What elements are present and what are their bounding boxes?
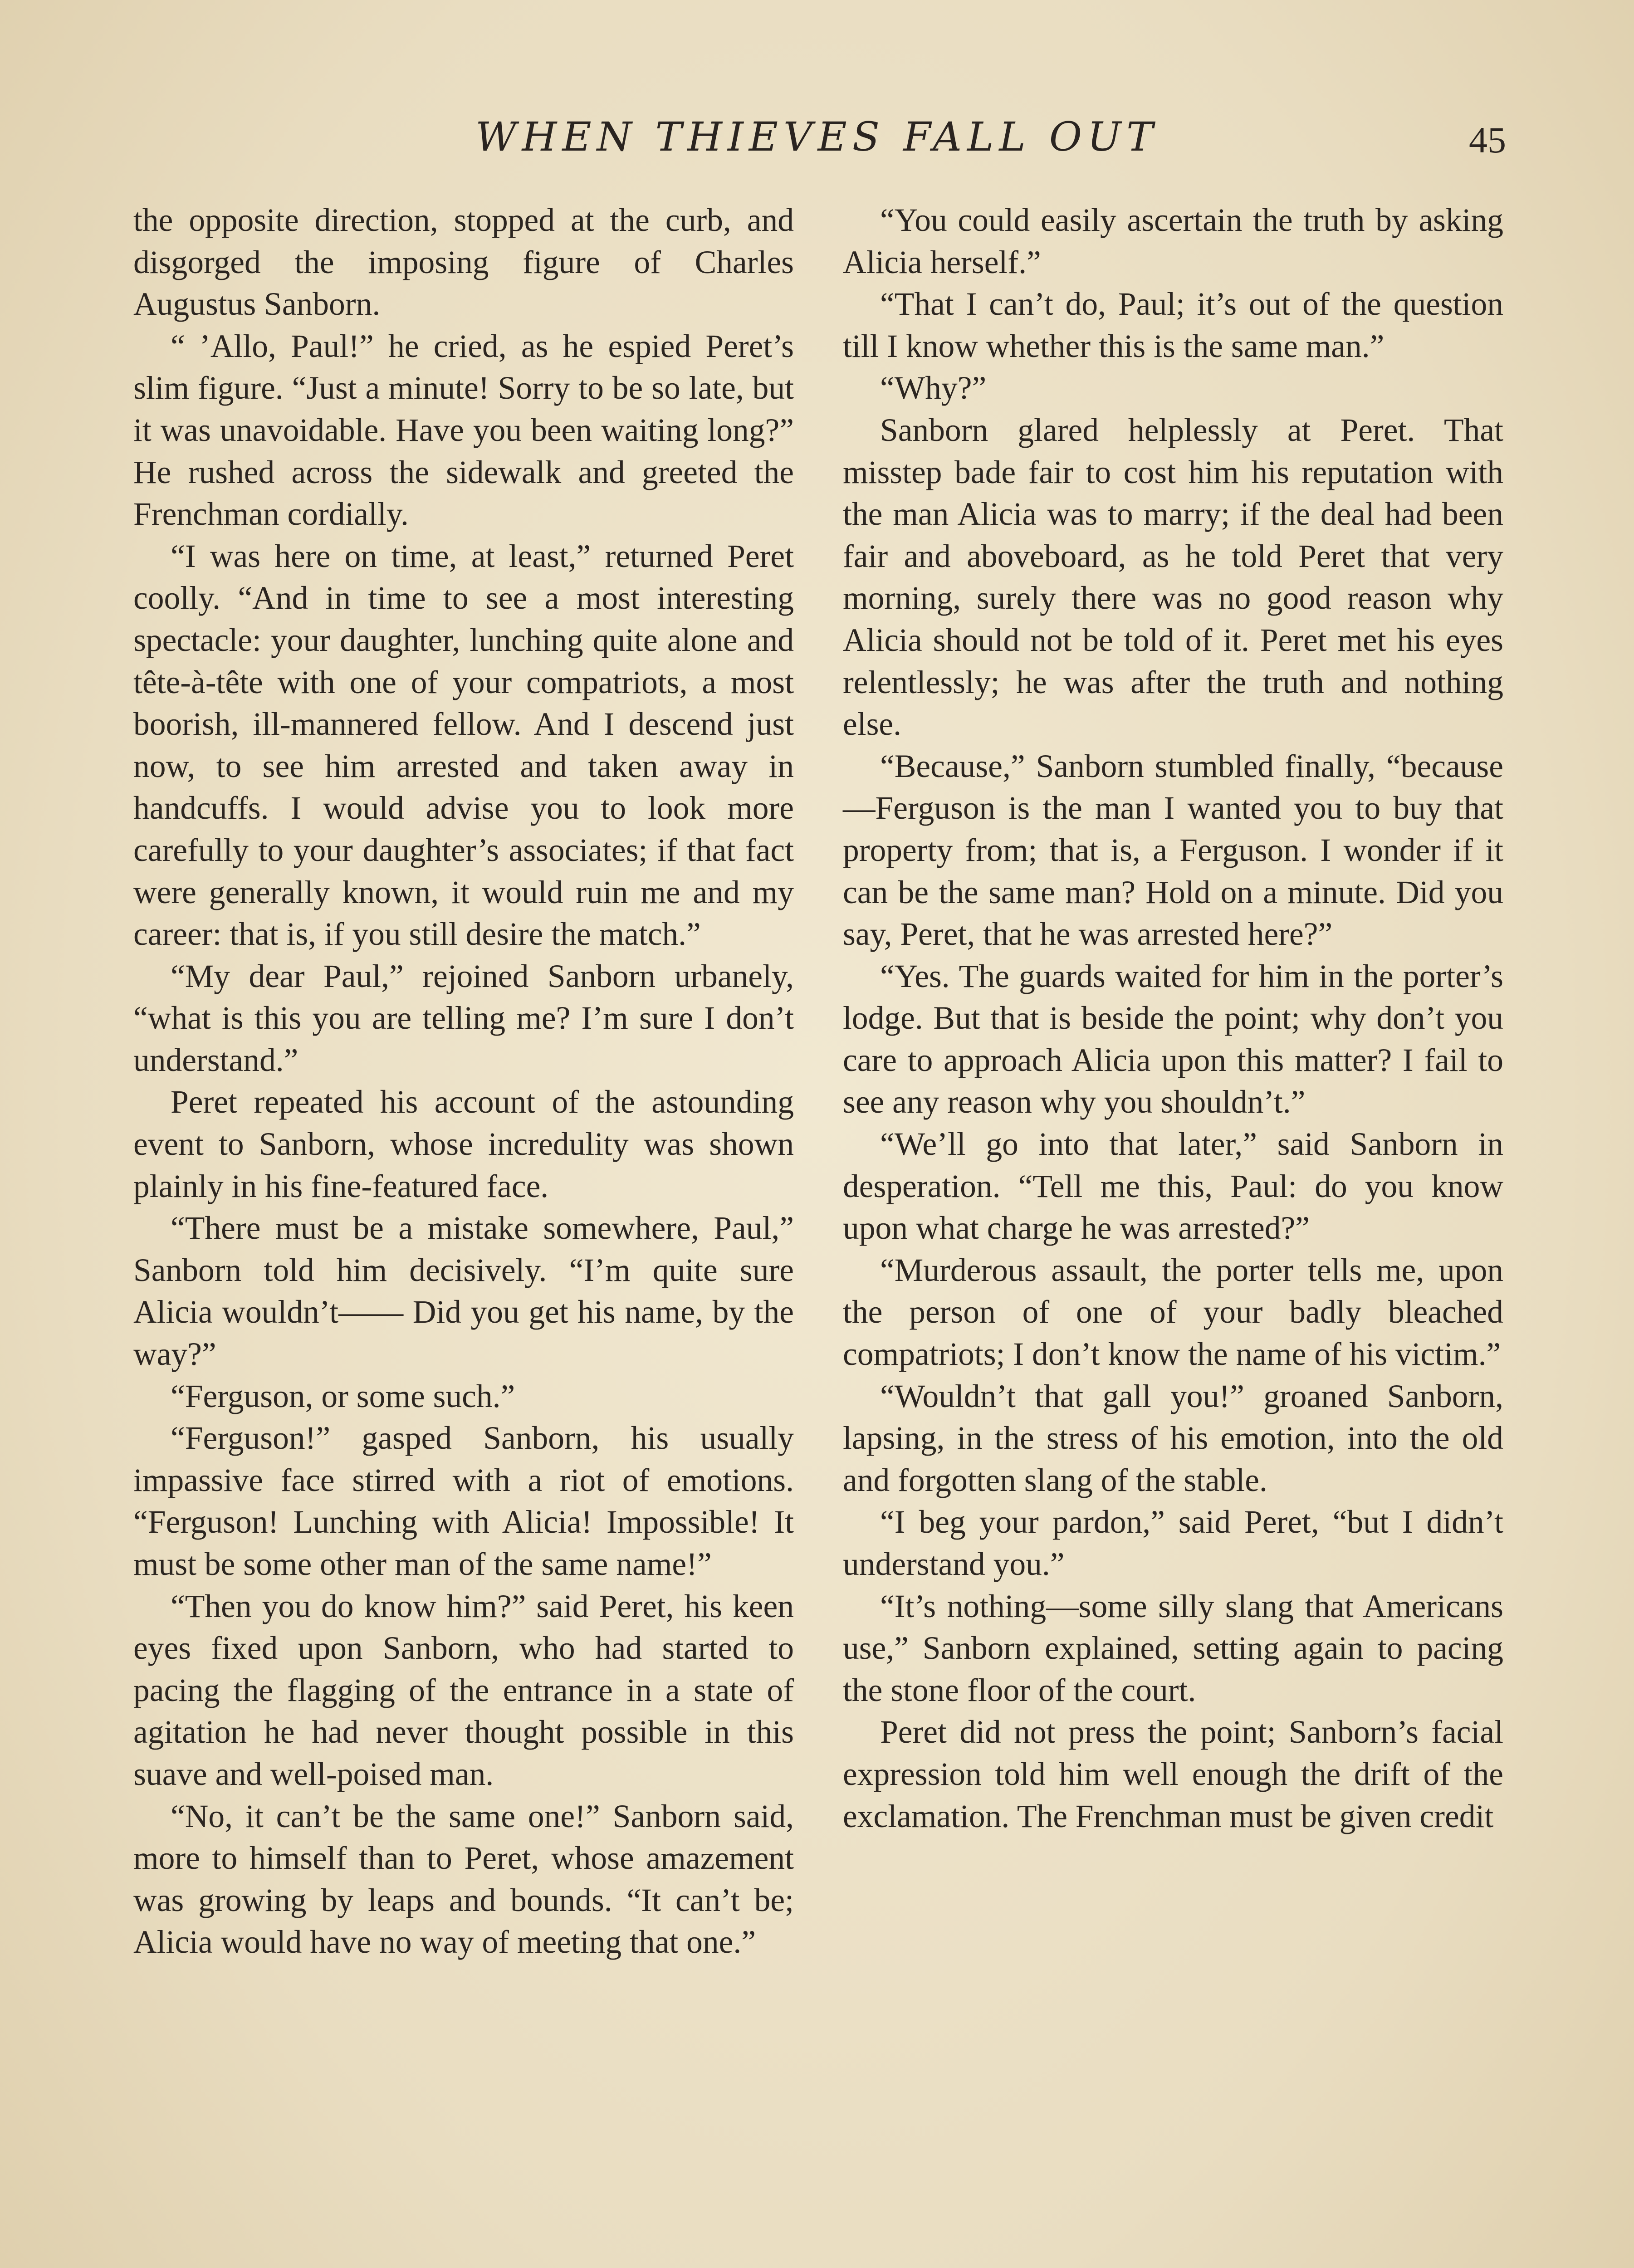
paragraph: “Ferguson, or some such.” xyxy=(171,1378,515,1414)
paragraph: “That I can’t do, Paul; it’s out of the question till I know whether this is the same man.” xyxy=(843,286,1503,364)
page-number: 45 xyxy=(1469,119,1506,161)
paragraph: “You could easily ascertain the truth by asking Alicia herself.” xyxy=(843,202,1503,280)
paragraph: “It’s nothing—some silly slang that Americans use,” Sanborn explained, setting again to pacing the stone floor of the court. xyxy=(843,1588,1503,1708)
paragraph: “Yes. The guards waited for him in the porter’s lodge. But that is beside the point; why don’t you care to approach Alicia upon this matter? I fail to see any reason why you shouldn’t.” xyxy=(843,958,1503,1120)
paragraph: “Why?” xyxy=(880,370,987,406)
paragraph: “We’ll go into that later,” said Sanborn in desperation. “Tell me this, Paul: do you know upon what charge he was arrested?” xyxy=(843,1126,1503,1246)
paragraph: “There must be a mistake somewhere, Paul,” Sanborn told him decisively. “I’m quite sure Alicia wouldn’t—— Did you get his name, by the way?” xyxy=(133,1210,794,1373)
paragraph: “Because,” Sanborn stumbled finally, “because—Ferguson is the man I wanted you to buy that property from; that is, a Ferguson. I wonder if it can be the same man? Hold on a minute. Did you say, Peret, that he was arrested here?” xyxy=(843,748,1503,953)
running-title: WHEN THIEVES FALL OUT xyxy=(475,113,1159,160)
paragraph: “Wouldn’t that gall you!” groaned Sanborn, lapsing, in the stress of his emotion, into the old and forgotten slang of the stable. xyxy=(843,1378,1503,1498)
paragraph: “ ’Allo, Paul!” he cried, as he espied Peret’s slim figure. “Just a minute! Sorry to be so late, but it was unavoidable. Have you been waiting long?” He rushed across the sidewalk and greeted the Frenchman cordially. xyxy=(133,328,794,533)
paragraph: “Then you do know him?” said Peret, his keen eyes fixed upon Sanborn, who had started to pacing the flagging of the entrance in a state of agitation he had never thought possible in this suave and well-poised man. xyxy=(133,1588,794,1792)
paragraph: “Murderous assault, the porter tells me, upon the person of one of your badly bleached compatriots; I don’t know the name of his victim.” xyxy=(843,1252,1503,1373)
paragraph: the opposite direction, stopped at the curb, and disgorged the imposing figure of Charles Augustus Sanborn. xyxy=(133,202,794,323)
paragraph: Sanborn glared helplessly at Peret. That misstep bade fair to cost him his reputation with the man Alicia was to marry; if the deal had been fair and aboveboard, as he told Peret that very morning, surely there was no good reason why Alicia should not be told of it. Peret met his eyes relentlessly; he was after the truth and nothing else. xyxy=(843,412,1503,743)
paragraph: Peret did not press the point; Sanborn’s facial expression told him well enough the drift of the exclamation. The Frenchman must be given credit xyxy=(843,1714,1503,1834)
paragraph: “I was here on time, at least,” returned Peret coolly. “And in time to see a most interesting spectacle: your daughter, lunching quite alone and tête-à-tête with one of your compatriots, a most boorish, ill-mannered fellow. And I descend just now, to see him arrested and taken away in handcuffs. I would advise you to look more carefully to your daughter’s associates; if that fact were generally known, it would ruin me and my career: that is, if you still desire the match.” xyxy=(133,538,794,953)
paragraph: “I beg your pardon,” said Peret, “but I didn’t understand you.” xyxy=(843,1504,1503,1582)
paragraph: “No, it can’t be the same one!” Sanborn said, more to himself than to Peret, whose amazement was growing by leaps and bounds. “It can’t be; Alicia would have no way of meeting that one.” xyxy=(133,1798,794,1960)
right-column xyxy=(843,200,1503,1838)
paragraph: Peret repeated his account of the astounding event to Sanborn, whose incredulity was shown plainly in his fine-featured face. xyxy=(133,1084,794,1204)
paragraph: “My dear Paul,” rejoined Sanborn urbanely, “what is this you are telling me? I’m sure I don’t understand.” xyxy=(133,958,794,1078)
paragraph: “Ferguson!” gasped Sanborn, his usually impassive face stirred with a riot of emotions. “Ferguson! Lunching with Alicia! Impossible! It must be some other man of the same name!” xyxy=(133,1420,794,1582)
left-column xyxy=(133,200,794,1964)
